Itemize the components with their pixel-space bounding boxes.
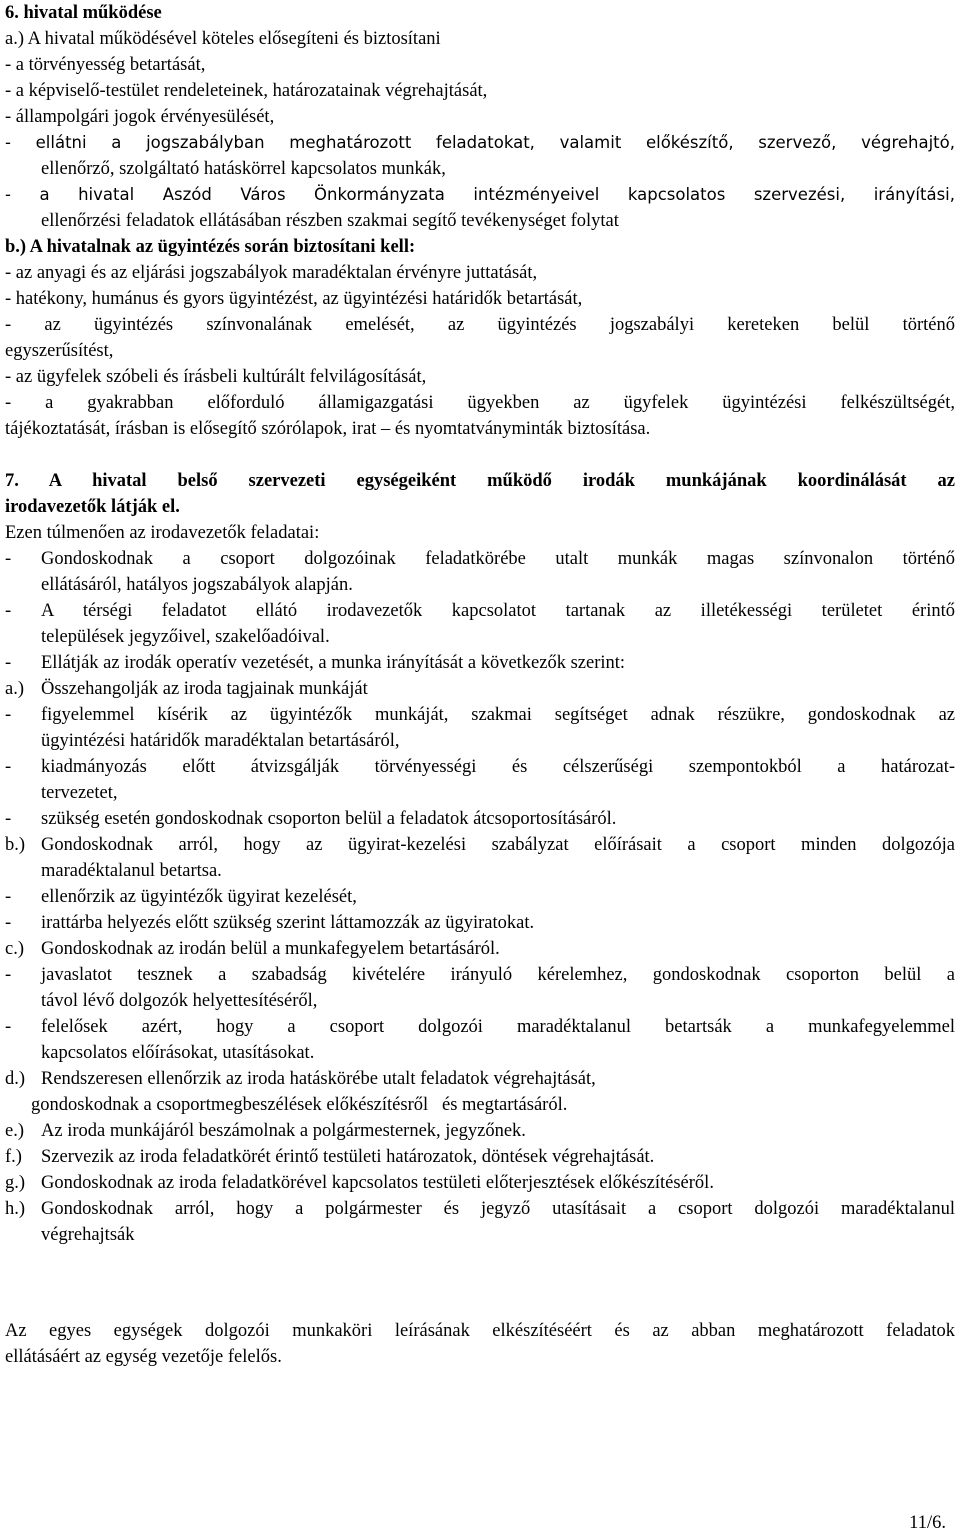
subsection-e [5, 1118, 955, 1144]
subsection-c [5, 936, 955, 962]
section-6b-intro: b.) A hivatalnak az ügyintézés során biztosítani kell: [5, 237, 416, 257]
list-item [5, 910, 955, 936]
subsection-text: Szervezik az iroda feladatkörét érintő testületi határozatok, döntések végrehajtását. [41, 1147, 655, 1167]
list-marker: - [5, 809, 12, 829]
list-item [5, 650, 955, 676]
list-item: - ellátni a jogszabályban meghatározott feladatokat, valamit előkészítő, szervező, végrehajtó, [5, 133, 955, 152]
list-item-continuation: tájékoztatását, írásban is elősegítő szórólapok, irat – és nyomtatványminták biztosítása. [5, 419, 651, 439]
subsection-label: h.) [5, 1199, 26, 1219]
list-item [5, 884, 955, 910]
list-marker: - [5, 757, 12, 777]
list-item-text: Ellátják az irodák operatív vezetését, a munka irányítását a következők szerint: [41, 653, 626, 673]
list-item: - állampolgári jogok érvényesülését, [5, 107, 275, 127]
list-item-continuation: ellenőrző, szolgáltató hatáskörrel kapcsolatos munkák, [41, 159, 446, 179]
closing-paragraph-continuation: ellátásáért az egység vezetője felelős. [5, 1347, 282, 1367]
subsection-g [5, 1170, 955, 1196]
list-item-continuation: egyszerűsítést, [5, 341, 114, 361]
subsection-label: c.) [5, 939, 24, 959]
list-item: - az anyagi és az eljárási jogszabályok maradéktalan érvényre juttatását, [5, 263, 538, 283]
list-marker: - [5, 965, 12, 985]
list-item-continuation: ellenőrzési feladatok ellátásában részben szakmai segítő tevékenységet folytat [41, 211, 619, 231]
list-item-text: Gondoskodnak a csoport dolgozóinak feladatkörébe utalt munkák magas színvonalon történő [41, 549, 955, 569]
subsection-text: gondoskodnak a csoportmegbeszélések előkészítésről és megtartásáról. [31, 1095, 568, 1115]
list-marker: - [5, 1017, 12, 1037]
list-item: - hatékony, humánus és gyors ügyintézést, az ügyintézési határidők betartását, [5, 289, 583, 309]
list-item-text: felelősek azért, hogy a csoport dolgozói maradéktalanul betartsák a munkafegyelemmel [41, 1017, 955, 1037]
subsection-h [5, 1196, 955, 1248]
section-7-intro: Ezen túlmenően az irodavezetők feladatai: [5, 523, 320, 543]
list-item-text: kapcsolatos előírásokat, utasításokat. [41, 1043, 315, 1063]
section-6-heading: 6. hivatal működése [5, 3, 162, 23]
list-item: - a hivatal Aszód Város Önkormányzata intézményeivel kapcsolatos szervezési, irányítási, [5, 185, 955, 204]
subsection-label: b.) [5, 835, 26, 855]
subsection-text: Gondoskodnak az irodán belül a munkafegyelem betartásáról. [41, 939, 500, 959]
list-marker: - [5, 653, 12, 673]
list-item [5, 806, 955, 832]
list-item [5, 754, 955, 806]
subsection-text: Rendszeresen ellenőrzik az iroda hatáskörébe utalt feladatok végrehajtását, [41, 1069, 596, 1089]
subsection-text: Az iroda munkájáról beszámolnak a polgármesternek, jegyzőnek. [41, 1121, 526, 1141]
list-item-text: ellenőrzik az ügyintézők ügyirat kezelését, [41, 887, 357, 907]
list-item-text: távol lévő dolgozók helyettesítéséről, [41, 991, 318, 1011]
list-item-text: szükség esetén gondoskodnak csoporton belül a feladatok átcsoportosításáról. [41, 809, 617, 829]
subsection-label: e.) [5, 1121, 24, 1141]
list-item [5, 962, 955, 1014]
document-page [5, 0, 955, 1370]
subsection-label: g.) [5, 1173, 26, 1193]
subsection-label: a.) [5, 679, 24, 699]
section-7-heading: 7. A hivatal belső szervezeti egységeiként működő irodák munkájának koordinálását az [5, 471, 955, 491]
list-item-text: kiadmányozás előtt átvizsgálják törvényességi és célszerűségi szempontokból a határozat- [41, 757, 955, 777]
subsection-d [5, 1066, 955, 1092]
subsection-label: f.) [5, 1147, 22, 1167]
list-item-text: települések jegyzőivel, szakelőadóival. [41, 627, 330, 647]
list-item [5, 1014, 955, 1066]
list-marker: - [5, 549, 12, 569]
subsection-b [5, 832, 955, 884]
subsection-text: Összehangolják az iroda tagjainak munkáját [41, 679, 368, 699]
list-item-text: ügyintézési határidők maradéktalan betartásáról, [41, 731, 400, 751]
list-marker: - [5, 887, 12, 907]
subsection-f [5, 1144, 955, 1170]
list-item [5, 546, 955, 598]
section-6a-intro: a.) A hivatal működésével köteles elősegíteni és biztosítani [5, 29, 441, 49]
list-marker: - [5, 601, 12, 621]
subsection-text: maradéktalanul betartsa. [41, 861, 222, 881]
list-item: - a képviselő-testület rendeleteinek, határozatainak végrehajtását, [5, 81, 488, 101]
list-item: - az ügyintézés színvonalának emelését, az ügyintézés jogszabályi kereteken belül történő [5, 315, 955, 335]
subsection-text: végrehajtsák [41, 1225, 135, 1245]
list-item-text: A térségi feladatot ellátó irodavezetők kapcsolatot tartanak az illetékességi területet érintő [41, 601, 955, 621]
page-number: 11/6. [909, 1513, 946, 1533]
subsection-text: Gondoskodnak az iroda feladatkörével kapcsolatos testületi előterjesztések előkészítéséről. [41, 1173, 714, 1193]
list-item-text: irattárba helyezés előtt szükség szerint láttamozzák az ügyiratokat. [41, 913, 535, 933]
list-item: - a törvényesség betartását, [5, 55, 206, 75]
list-item: - az ügyfelek szóbeli és írásbeli kultúrált felvilágosítását, [5, 367, 427, 387]
subsection-text: Gondoskodnak arról, hogy az ügyirat-kezelési szabályzat előírásait a csoport minden dolgozója [41, 835, 955, 855]
list-item [5, 702, 955, 754]
list-item [5, 598, 955, 650]
list-marker: - [5, 913, 12, 933]
list-item-text: javaslatot tesznek a szabadság kivételére irányuló kérelemhez, gondoskodnak csoporton belül a [41, 965, 955, 985]
list-item-text: ellátásáról, hatályos jogszabályok alapján. [41, 575, 353, 595]
list-marker: - [5, 705, 12, 725]
list-item: - a gyakrabban előforduló államigazgatási ügyekben az ügyfelek ügyintézési felkészültségét, [5, 393, 955, 413]
section-7-heading-continuation: irodavezetők látják el. [5, 497, 180, 517]
subsection-label: d.) [5, 1069, 26, 1089]
closing-paragraph: Az egyes egységek dolgozói munkaköri leírásának elkészítéséért és az abban meghatározott feladatok [5, 1321, 955, 1341]
subsection-text: Gondoskodnak arról, hogy a polgármester és jegyző utasításait a csoport dolgozói maradéktalanul [41, 1199, 955, 1219]
list-item-text: figyelemmel kísérik az ügyintézők munkáját, szakmai segítséget adnak részükre, gondoskodnak az [41, 705, 955, 725]
list-item-text: tervezetet, [41, 783, 118, 803]
subsection-a [5, 676, 955, 702]
